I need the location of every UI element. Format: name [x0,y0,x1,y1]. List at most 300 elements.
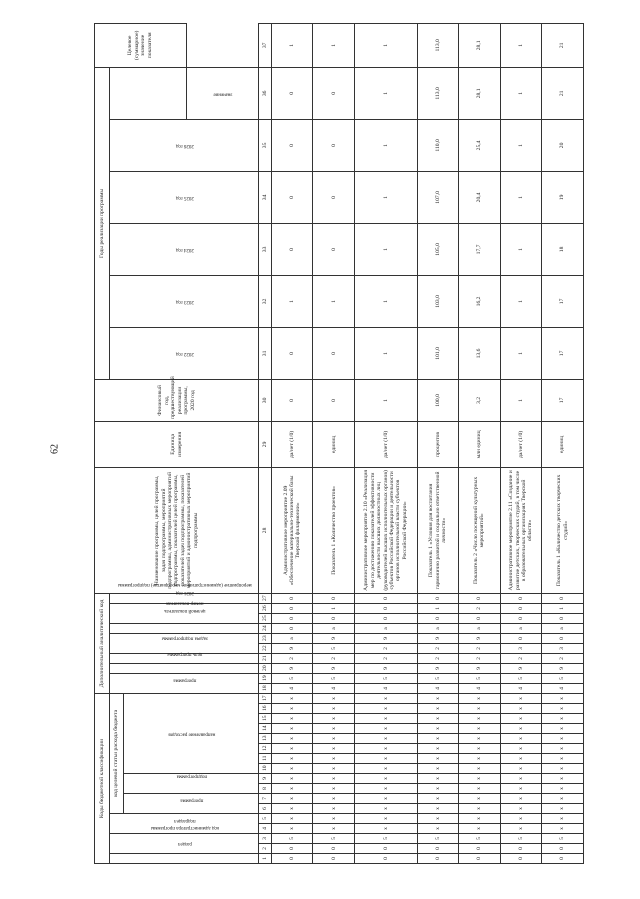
row-year-value: 1 [500,67,542,119]
code-cell: х [542,774,584,784]
code-cell: х [542,814,584,824]
code-cell: х [271,714,313,724]
code-cell: а [500,623,542,633]
column-number-16: 16 [259,704,271,714]
code-cell: х [459,774,501,784]
year-header-6-text: 2026 год [175,143,194,149]
code-label-section-text: раздел [177,841,192,847]
code-cell: х [542,693,584,703]
code-cell: 5 [271,834,313,844]
page-number: 62 [49,444,61,454]
code-cell: х [417,693,459,703]
code-cell: а [542,623,584,633]
code-cell: х [542,704,584,714]
column-number-12: 12 [259,744,271,754]
code-cell: а [459,623,501,633]
row-base-value: 3,2 [459,379,501,421]
code-cell: х [355,724,417,734]
column-number-33: 33 [259,223,271,275]
budget-codes-header: Коды бюджетной классификации [95,693,110,863]
code-cell: 5 [500,673,542,683]
code-cell: 5 [500,834,542,844]
row-target-value: 1 [500,23,542,67]
row-year-value: 1 [500,171,542,223]
code-cell: 9 [313,633,355,643]
code-cell: 4 [271,683,313,693]
row-year-value: 1 [271,275,313,327]
code-cell: 5 [542,673,584,683]
code-cell: х [271,704,313,714]
code-label-admin-text: код администратора программы [150,824,219,830]
year-header-3 [109,275,259,327]
code-cell: 9 [417,633,459,643]
code-cell: а [271,633,313,643]
row-target-value: 1 [355,23,417,67]
code-cell: х [313,693,355,703]
row-year-value: 17 [542,275,584,327]
row-base-value: 17 [542,379,584,421]
code-cell: х [542,824,584,834]
code-cell: х [417,744,459,754]
row-year-value: 16,2 [459,275,501,327]
expense-code-header: код целевой статьи расхода бюджета [109,693,124,813]
row-unit: единиц [313,421,355,467]
code-cell: 4 [500,683,542,693]
year-header-4 [109,223,259,275]
code-cell: х [500,764,542,774]
code-cell: 9 [459,663,501,673]
row-year-value: 0 [313,119,355,171]
code-cell: х [500,714,542,724]
code-cell: 0 [355,844,417,854]
code-cell: 4 [542,683,584,693]
row-year-value: 28,1 [459,67,501,119]
row-base-value: 1 [355,379,417,421]
column-number-15: 15 [259,714,271,724]
column-number-34: 34 [259,171,271,223]
code-cell: 5 [313,643,355,653]
table-row [271,23,313,863]
code-cell: х [500,704,542,714]
code-cell: 0 [355,603,417,613]
column-number-36: 36 [259,67,271,119]
code-cell: х [355,714,417,724]
code-cell: 2 [459,643,501,653]
code-cell: х [271,774,313,784]
row-unit: процентов [417,421,459,467]
code-cell: х [271,804,313,814]
code-cell: х [355,744,417,754]
column-number-4: 4 [259,824,271,834]
row-year-value: 1 [355,223,417,275]
code-cell: х [313,744,355,754]
year-header-4-text: 2024 год [175,247,194,253]
code-cell: 9 [459,633,501,643]
code-cell: 0 [459,593,501,603]
code-cell: х [417,704,459,714]
code-cell: х [355,804,417,814]
code-cell: х [542,764,584,774]
year-header-3-text: 2023 год [175,299,194,305]
row-year-value: 0 [271,119,313,171]
column-number-19: 19 [259,673,271,683]
code-cell: х [459,714,501,724]
row-year-value: 1 [500,223,542,275]
code-cell: х [459,754,501,764]
code-cell: х [271,734,313,744]
row-year-value: 110,0 [417,119,459,171]
code-cell: х [500,774,542,784]
code-cell: 0 [542,844,584,854]
code-cell: 0 [500,854,542,864]
target-value-label [186,67,259,119]
row-base-value: 0 [313,379,355,421]
code-cell: а [313,623,355,633]
code-cell: 4 [313,683,355,693]
code-cell: 0 [271,603,313,613]
column-number-5: 5 [259,814,271,824]
row-year-value: 17 [542,327,584,379]
code-cell: 0 [355,613,417,623]
row-name: Показатель 2 «Число посещений культурных мероприятий» [459,467,501,593]
code-cell: 9 [500,663,542,673]
column-number-37: 37 [259,23,271,67]
table-row [355,23,417,863]
code-cell: 0 [271,593,313,603]
code-cell: х [500,734,542,744]
code-cell: х [417,784,459,794]
code-label-direction [124,693,259,773]
code-cell: х [417,824,459,834]
row-year-value: 0 [313,327,355,379]
row-year-value: 20,4 [459,171,501,223]
row-year-value: 1 [355,275,417,327]
row-year-value: 103,0 [417,275,459,327]
year-header-1-text: 2021 год [175,589,194,595]
row-year-value: 0 [271,67,313,119]
code-cell: х [271,764,313,774]
code-cell: 2 [459,603,501,613]
base-year-column-header: Финансовый год, предшествующий реализации программы, 2020 год [95,379,259,421]
row-target-value: 21 [542,23,584,67]
code-cell: х [313,754,355,764]
row-year-value: 105,0 [417,223,459,275]
code-cell: а [417,623,459,633]
code-cell: 9 [417,663,459,673]
row-year-value: 1 [355,171,417,223]
row-year-value: 0 [271,327,313,379]
code-cell: х [271,744,313,754]
row-target-value: 1 [271,23,313,67]
code-cell: х [271,754,313,764]
code-cell: х [417,774,459,784]
column-number-30: 30 [259,379,271,421]
code-cell: 0 [542,593,584,603]
code-label-subprogram-code-text: подпрограмма [176,773,208,779]
row-unit: да/нет (1/0) [355,421,417,467]
row-base-value: 100,0 [417,379,459,421]
code-cell: 0 [271,854,313,864]
code-label-activity-text: мероприятие (административное мероприятие) подпрограммы [117,581,252,587]
year-header-2 [109,327,259,379]
code-cell: х [313,804,355,814]
row-name: Показатель 1 «Условия для воспитания гармонично развитой и социально ответственной личности» [417,467,459,593]
name-column-header: Наименование программы, целей программы, задач подпрограммы, мероприятий подпрограммы, административных мероприятий подпрограммы, показателей целей программы, показателей задач подпрограммы, показателей мероприятий и административных мероприятий подпрограммы [95,467,259,593]
code-cell: х [271,693,313,703]
code-cell: х [500,824,542,834]
code-cell: 0 [500,844,542,854]
row-year-value: 1 [500,327,542,379]
code-cell: 1 [417,603,459,613]
column-number-17: 17 [259,693,271,703]
table-row [500,23,542,863]
code-cell: 0 [313,613,355,623]
code-label-indicator-type-text: целевой показатель [163,608,206,614]
column-number-18: 18 [259,683,271,693]
row-year-value: 13,6 [459,327,501,379]
code-cell: 0 [500,603,542,613]
target-value-header: Целевое (суммарное) значение показателя [95,23,187,67]
code-cell: х [542,714,584,724]
program-indicators-table [94,23,584,864]
code-cell: х [500,804,542,814]
code-cell: х [500,754,542,764]
unit-column-header: Единица измерения [95,421,259,467]
code-cell: 2 [355,643,417,653]
row-name: Административное мероприятие 2.09 «Обеспечение материально-технической базы Тверской филармонии» [271,467,313,593]
column-number-27: 27 [259,593,271,603]
code-cell: х [459,724,501,734]
row-year-value: 107,0 [417,171,459,223]
code-cell: 4 [417,683,459,693]
code-cell: 5 [542,834,584,844]
code-cell: 2 [355,653,417,663]
column-number-35: 35 [259,119,271,171]
row-unit: единиц [542,421,584,467]
code-cell: х [271,724,313,734]
code-cell: х [417,734,459,744]
code-cell: х [313,814,355,824]
program-table-sheet [94,30,584,864]
row-name: Показатель 1 «Количество проектов» [313,467,355,593]
code-label-program [109,673,259,693]
code-label-task-text: задача подпрограммы [161,635,208,641]
code-label-program-code [124,794,259,814]
code-cell: х [313,794,355,804]
code-cell: х [313,714,355,724]
code-cell: 9 [271,643,313,653]
column-number-23: 23 [259,633,271,643]
row-year-value: 18 [542,223,584,275]
code-cell: х [542,744,584,754]
year-header-2-text: 2022 год [175,351,194,357]
table-row [313,23,355,863]
code-cell: х [417,804,459,814]
target-value-label-text: значение [213,91,233,97]
code-cell: х [459,814,501,824]
code-cell: х [355,774,417,784]
row-year-value: 0 [313,223,355,275]
code-cell: х [459,704,501,714]
row-year-value: 113,0 [417,67,459,119]
code-cell: 0 [271,613,313,623]
code-cell: х [417,794,459,804]
code-label-subprogram-code [124,774,259,794]
code-cell: х [313,704,355,714]
code-cell: х [542,724,584,734]
row-year-value: 0 [271,223,313,275]
table-row [417,23,459,863]
code-cell: х [459,744,501,754]
row-name: Показатель 1 «Количество детских творческих студий» [542,467,584,593]
column-number-8: 8 [259,784,271,794]
code-cell: х [459,794,501,804]
row-target-value: 28,1 [459,23,501,67]
code-cell: 1 [542,603,584,613]
code-cell: 0 [459,613,501,623]
row-year-value: 1 [355,327,417,379]
code-cell: 0 [355,593,417,603]
code-label-program-code-text: программа [180,797,204,803]
code-cell: х [542,804,584,814]
code-cell: 9 [542,663,584,673]
column-number-7: 7 [259,794,271,804]
row-year-value: 1 [500,119,542,171]
code-cell: х [459,734,501,744]
column-number-31: 31 [259,327,271,379]
row-year-value: 17,7 [459,223,501,275]
code-cell: 4 [459,683,501,693]
code-cell: х [355,693,417,703]
code-cell: 0 [459,844,501,854]
code-cell: 5 [355,673,417,683]
code-cell: 0 [417,593,459,603]
row-base-value: 1 [500,379,542,421]
code-cell: 0 [313,844,355,854]
code-cell: х [417,814,459,824]
code-cell: х [313,824,355,834]
row-target-value: 1 [313,23,355,67]
code-cell: 0 [542,854,584,864]
code-cell: 2 [271,653,313,663]
code-cell: х [355,784,417,794]
code-cell: х [500,693,542,703]
code-cell: 5 [459,834,501,844]
year-header-5 [109,171,259,223]
code-cell: х [355,824,417,834]
code-cell: х [542,754,584,764]
column-number-26: 26 [259,603,271,613]
column-number-21: 21 [259,653,271,663]
code-cell: 9 [313,663,355,673]
row-unit: млн единиц [459,421,501,467]
code-cell: х [459,693,501,703]
code-cell: х [355,764,417,774]
row-name: Административное мероприятие 2.10 «Реализация мер по достижению показателей эффективности деятельности высших должностных лиц (руководителей высших исполнительных органов) субъектов Российской Федерации и деятельности органов исполнительной власти субъектов Российской Федерации» [355,467,417,593]
code-cell: 0 [542,633,584,643]
code-cell: 5 [417,673,459,683]
row-year-value: 1 [313,275,355,327]
row-year-value: 25,4 [459,119,501,171]
code-cell: 0 [313,593,355,603]
code-cell: х [313,774,355,784]
row-year-value: 0 [313,171,355,223]
column-number-32: 32 [259,275,271,327]
row-year-value: 19 [542,171,584,223]
code-cell: 1 [313,603,355,613]
table-row [542,23,584,863]
code-cell: х [500,724,542,734]
code-cell: 3 [542,643,584,653]
column-number-13: 13 [259,734,271,744]
code-cell: х [417,754,459,764]
row-year-value: 1 [500,275,542,327]
code-cell: 5 [355,834,417,844]
code-cell: х [271,794,313,804]
code-cell: х [459,784,501,794]
code-cell: 2 [542,653,584,663]
code-cell: х [313,764,355,774]
column-number-1: 1 [259,854,271,864]
code-cell: х [417,724,459,734]
code-cell: х [355,794,417,804]
column-number-6: 6 [259,804,271,814]
code-cell: х [459,764,501,774]
code-cell: х [271,814,313,824]
code-cell: 9 [355,663,417,673]
column-number-11: 11 [259,754,271,764]
code-cell: х [500,744,542,754]
code-cell: х [313,734,355,744]
code-cell: 2 [459,653,501,663]
code-cell: 0 [500,613,542,623]
code-label-direction-text: направление расходов [168,731,216,737]
code-cell: 0 [417,613,459,623]
code-cell: х [355,814,417,824]
year-header-5-text: 2025 год [175,195,194,201]
column-number-3: 3 [259,834,271,844]
code-cell: 9 [355,633,417,643]
code-cell: х [542,794,584,804]
code-cell: 3 [500,643,542,653]
row-year-value: 21 [542,67,584,119]
code-cell: 0 [271,623,313,633]
code-cell: х [355,754,417,764]
code-cell: 0 [313,854,355,864]
column-number-20: 20 [259,663,271,673]
code-cell: 5 [313,673,355,683]
code-cell: 2 [417,653,459,663]
code-cell: 0 [417,844,459,854]
column-number-28: 28 [259,467,271,593]
code-label-goal-text: цель программы [166,651,202,657]
row-unit: да/нет (1/0) [271,421,313,467]
row-base-value: 0 [271,379,313,421]
code-cell: х [459,804,501,814]
code-cell: х [417,714,459,724]
column-number-24: 24 [259,623,271,633]
code-cell: а [355,623,417,633]
code-cell: 9 [271,663,313,673]
row-year-value: 1 [355,67,417,119]
code-label-subsection-text: подраздел [173,818,196,824]
code-cell: 4 [355,683,417,693]
column-number-29: 29 [259,421,271,467]
code-cell: х [271,824,313,834]
code-cell: х [271,784,313,794]
code-label-program-text: программа [172,677,196,683]
code-cell: 0 [500,633,542,643]
